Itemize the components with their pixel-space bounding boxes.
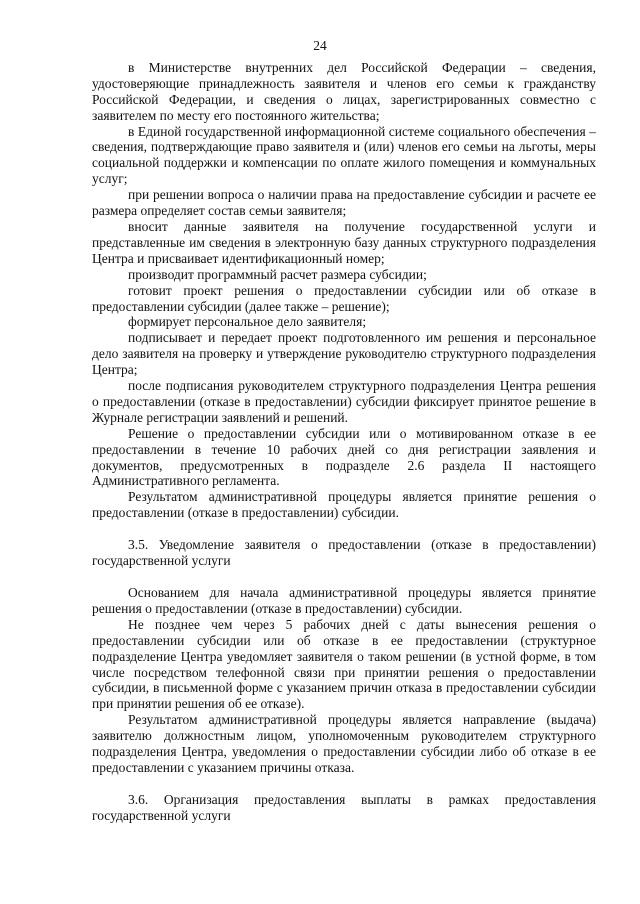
spacer <box>92 776 596 792</box>
paragraph: Результатом административной процедуры является направление (выдача) заявителю должностным лицом, уполномоченным руководителем структурного подразделения Центра, уведомления о предоставлении субсидии либо об отказе в ее предоставлении с указанием причины отказа. <box>92 712 596 775</box>
paragraph: подписывает и передает проект подготовленного им решения и персональное дело заявителя на проверку и утверждение руководителю структурного подразделения Центра; <box>92 330 596 378</box>
spacer <box>92 521 596 537</box>
spacer <box>92 569 596 585</box>
paragraph: формирует персональное дело заявителя; <box>128 314 367 330</box>
paragraph: при решении вопроса о наличии права на предоставление субсидии и расчете ее размера определяет состав семьи заявителя; <box>92 187 596 219</box>
paragraph: готовит проект решения о предоставлении субсидии или об отказе в предоставлении субсидии (далее также – решение); <box>92 282 596 314</box>
paragraph: в Министерстве внутренних дел Российской Федерации – сведения, удостоверяющие принадлежность заявителя и членов его семьи к гражданству Российской Федерации, и сведения о лицах, зарегистрированных совместно с заявителем по месту его постоянного жительства; <box>92 59 596 123</box>
paragraph: Основанием для начала административной процедуры является принятие решения о предоставлении (отказе в предоставлении) субсидии. <box>92 585 596 616</box>
paragraph: Не позднее чем через 5 рабочих дней с даты вынесения решения о предоставлении субсидии или об отказе в ее предоставлении (структурное подразделение Центра уведомляет заявителя о таком решении (в устной форме, в том числе посредством телефонной связи при принятии решения о предоставлении субсидии, в письменной форме с указанием причин отказа в предоставлении субсидии при принятии решения об ее отказе). <box>92 616 596 712</box>
paragraph: в Единой государственной информационной системе социального обеспечения – сведения, подтверждающие право заявителя и (или) членов его семьи на льготы, меры социальной поддержки и компенсации по оплате жилого помещения и коммунальных услуг; <box>92 123 596 187</box>
paragraph: вносит данные заявителя на получение государственной услуги и представленные им сведения в электронную базу данных структурного подразделения Центра и присваивает идентификационный номер; <box>92 218 596 266</box>
paragraph: после подписания руководителем структурного подразделения Центра решения о предоставлении (отказе в предоставлении) субсидии фиксирует принятое решение в Журнале регистрации заявлений и решений. <box>92 378 596 425</box>
page-number: 24 <box>313 38 327 53</box>
paragraph: Результатом административной процедуры является принятие решения о предоставлении (отказе в предоставлении) субсидии. <box>92 489 596 521</box>
section-heading-3-6: 3.6. Организация предоставления выплаты в рамках предоставления государственной услуги <box>92 791 596 823</box>
paragraph: Решение о предоставлении субсидии или о мотивированном отказе в ее предоставлении в течение 10 рабочих дней со дня регистрации заявления и документов, предусмотренных в подразделе 2.6 раздела II настоящего Административного регламента. <box>92 425 596 489</box>
section-heading-3-5: 3.5. Уведомление заявителя о предоставлении (отказе в предоставлении) государственной услуги <box>92 537 596 569</box>
paragraph: производит программный расчет размера субсидии; <box>128 266 427 282</box>
